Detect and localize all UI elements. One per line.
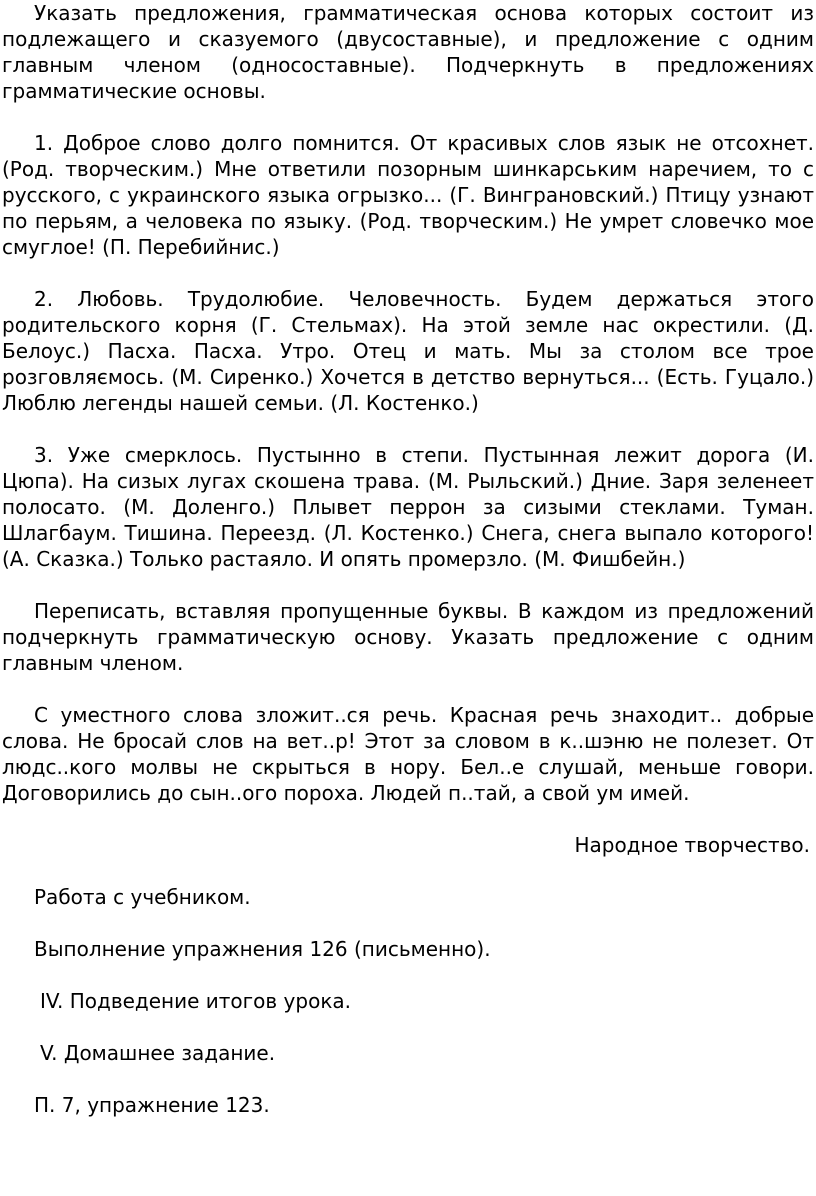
task2-text: С уместного слова зложит..ся речь. Красная речь знаходит.. добрые слова. Не бросай слов на вет..р! Этот за словом в к..шэню не полезет. От людс..кого молвы не скрыться в нору. Бел..е слушай, меньше говори. Договорились до сын..ого пороха. Людей п..тай, а свой ум имей. [2, 703, 814, 805]
lesson-exercise: Выполнение упражнения 126 (письменно). [34, 937, 491, 961]
spacer [2, 1014, 814, 1040]
lesson-summary-heading: IV. Подведение итогов урока. [40, 989, 352, 1013]
lesson-textbook: Работа с учебником. [34, 885, 251, 909]
spacer [2, 676, 814, 702]
spacer [2, 806, 814, 832]
spacer [2, 858, 814, 884]
task1-instruction: Указать предложения, грамматическая основа которых состоит из подлежащего и сказуемого (двусоставные), и предложение с одним главным членом (односоставные). Подчеркнуть в предложениях грамматические основы. [2, 1, 814, 103]
lesson-assignment: П. 7, упражнение 123. [34, 1093, 270, 1117]
spacer [2, 416, 814, 442]
task2-instruction: Переписать, вставляя пропущенные буквы. В каждом из предложений подчеркнуть грамматическую основу. Указать предложение с одним главным членом. [2, 599, 814, 675]
spacer [2, 1066, 814, 1092]
spacer [2, 104, 814, 130]
task2-source: Народное творчество. [574, 833, 810, 857]
lesson-homework-heading: V. Домашнее задание. [40, 1041, 276, 1065]
spacer [2, 260, 814, 286]
task1-item-1: 1. Доброе слово долго помнится. От красивых слов язык не отсохнет. (Род. творческим.) Мне ответили позорным шинкарським наречием, то с русского, с украинского языка огрызко... (Г. Винграновский.) Птицу узнают по перьям, а человека по языку. (Род. творческим.) Не умрет словечко мое смуглое! (П. Перебийнис.) [2, 131, 814, 259]
task1-item-3: 3. Уже смерклось. Пустынно в степи. Пустынная лежит дорога (И. Цюпа). На сизых лугах скошена трава. (М. Рыльский.) Дние. Заря зеленеет полосато. (М. Доленго.) Плывет перрон за сизыми стеклами. Туман. Шлагбаум. Тишина. Переезд. (Л. Костенко.) Снега, снега выпало которого! (А. Сказка.) Только растаяло. И опять промерзло. (М. Фишбейн.) [2, 443, 814, 571]
spacer [2, 572, 814, 598]
spacer [2, 910, 814, 936]
task1-item-2: 2. Любовь. Трудолюбие. Человечность. Будем держаться этого родительского корня (Г. Стельмах). На этой земле нас окрестили. (Д. Белоус.) Пасха. Пасха. Утро. Отец и мать. Мы за столом все трое розговляємось. (М. Сиренко.) Хочется в детство вернуться... (Есть. Гуцало.) Люблю легенды нашей семьи. (Л. Костенко.) [2, 287, 814, 415]
spacer [2, 962, 814, 988]
